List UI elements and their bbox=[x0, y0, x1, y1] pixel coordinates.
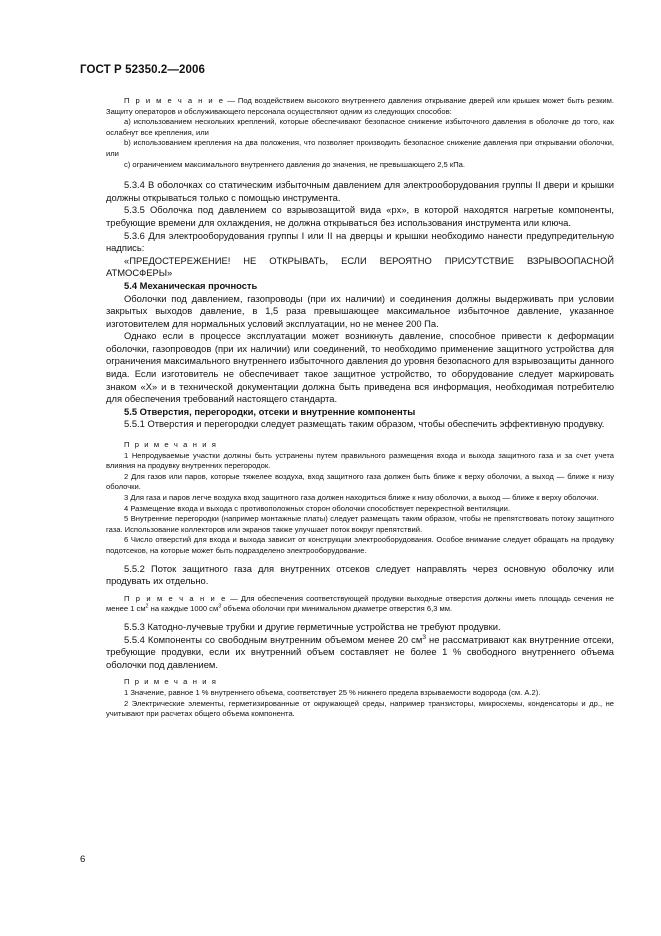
note-list-item: 1 Значение, равное 1 % внутреннего объема, соответствует 25 % нижнего предела взрываемости водорода (см. А.2). bbox=[124, 687, 541, 697]
document-header: ГОСТ Р 52350.2—2006 bbox=[80, 64, 205, 76]
clause-5-5-3: 5.5.3 Катодно-лучевые трубки и другие герметичные устройства не требуют продувки. bbox=[124, 620, 501, 632]
note-item-c: c) ограничением максимального внутреннего давления до значения, не превышающего 2,5 кПа. bbox=[124, 159, 466, 169]
clause-5-3-6: 5.3.6 Для электрооборудования группы I или II на дверцы и крышки необходимо нанести предупредительную надпись: bbox=[106, 229, 614, 254]
note-pressure bbox=[106, 96, 614, 117]
note-item-b: b) использованием крепления на два положения, что позволяет производить безопасное снижение давления при открывании оболочки, или bbox=[106, 138, 614, 158]
note-list-item: 1 Непродуваемые участки должны быть устранены путем правильного размещения входа и выхода защитного газа и за счет учета влияния на продувку внутренних перегородок. bbox=[106, 450, 614, 471]
notes-label: П р и м е ч а н и я bbox=[124, 677, 218, 687]
note-ventilation bbox=[106, 594, 614, 615]
clause-text: 5.5.4 Компоненты со свободным внутренним объемом менее 20 см bbox=[124, 633, 423, 645]
note-text: на каждые 1000 см bbox=[148, 604, 219, 614]
clause-5-5-4 bbox=[106, 634, 614, 672]
page-number: 6 bbox=[80, 854, 86, 865]
clause-5-4-para-2: Однако если в процессе эксплуатации может возникнуть давление, способное привести к деформации оболочки, газопроводов (при их наличии) или соединений, то необходимо применение защитного устройства для ограничения максимального внутреннего избыточного давления до уровня безопасного для взрывозащиты данного вида. Если изготовитель не обеспечивает такое защитное устройство, то оборудование следует маркировать знаком «X» и в технической документации должна быть приведена вся информация, необходимая потребителю для обеспечения требований настоящего стандарта. bbox=[106, 330, 614, 405]
note-text: — Для обеспечения соответствующей продувки выходные отверстия должны иметь площадь сечения не менее 1 см bbox=[106, 593, 614, 614]
note-list-item: 4 Размещение входа и выхода с противоположных сторон оболочки способствует перекрестной вентиляции. bbox=[124, 503, 511, 513]
clause-5-3-5: 5.3.5 Оболочка под давлением со взрывозащитой вида «px», в которой находятся нагретые компоненты, требующие времени для охлаждения, не должна открываться без использования инструмента или ключа. bbox=[106, 204, 614, 228]
note-item-a: a) использованием нескольких креплений, которые обеспечивают безопасное снижение избыточного давления в оболочке до того, как ослабнут все крепления, или bbox=[106, 117, 614, 137]
clause-5-3-4: 5.3.4 В оболочках со статическим избыточным давлением для электрооборудования группы II двери и крышки должны открываться только с помощью инструмента. bbox=[106, 179, 614, 203]
note-list-item: 5 Внутренние перегородки (например монтажные платы) следует размещать таким образом, чтобы не препятствовать потоку защитного газа. Использование коллекторов или экранов также улучшает поток вокруг препятствий. bbox=[106, 514, 614, 534]
notes-label: П р и м е ч а н и я bbox=[124, 440, 218, 450]
clause-5-5-2: 5.5.2 Поток защитного газа для внутренних отсеков следует направлять через основную оболочку или продувать их отдельно. bbox=[106, 562, 614, 587]
note-list-item: 2 Электрические элементы, герметизированные от окружающей среды, например транзисторы, микросхемы, конденсаторы и др., не учитывают при расчетах общего объема компонента. bbox=[106, 698, 614, 719]
section-heading-5-5: 5.5 Отверстия, перегородки, отсеки и внутренние компоненты bbox=[124, 405, 416, 417]
superscript: 3 bbox=[422, 633, 426, 641]
note-label: П р и м е ч а н и е bbox=[124, 96, 225, 105]
note-label: П р и м е ч а н и е bbox=[124, 593, 227, 603]
note-text: объема оболочки при минимальном диаметре отверстия 6,3 мм. bbox=[221, 604, 453, 614]
clause-text: не рассматривают как внутренние отсеки, требующие продувки, если их внутренний объем составляет не более 1 % свободного внутреннего объема оболочки под давлением. bbox=[106, 633, 614, 670]
clause-5-4-para-1: Оболочки под давлением, газопроводы (при их наличии) и соединения должны выдерживать при условии закрытых выходов давление, в 1,5 раза превышающее максимальное избыточное давление, указанное изготовителем для нормальных условий эксплуатации, но не менее 200 Па. bbox=[106, 292, 614, 329]
note-text: — Под воздействием высокого внутреннего давления открывание дверей или крышек может быть резким. Защиту операторов и обслуживающего персонала осуществляют одним из следующих способов: bbox=[106, 96, 614, 116]
note-list-item: 3 Для газа и паров легче воздуха вход защитного газа должен находиться ближе к низу оболочки, а выход — ближе к верху оболочки. bbox=[124, 493, 599, 502]
clause-5-5-1: 5.5.1 Отверстия и перегородки следует размещать таким образом, чтобы обеспечить эффективную продувку. bbox=[124, 418, 605, 430]
superscript: 2 bbox=[145, 603, 149, 610]
note-list-item: 2 Для газов или паров, которые тяжелее воздуха, вход защитного газа должен быть ближе к верху оболочки, а выход — ближе к низу оболочки. bbox=[106, 471, 614, 492]
warning-inscription: «ПРЕДОСТЕРЕЖЕНИЕ! НЕ ОТКРЫВАТЬ, ЕСЛИ ВЕРОЯТНО ПРИСУТСТВИЕ ВЗРЫВООПАСНОЙ АТМОСФЕРЫ» bbox=[106, 254, 614, 279]
document-body bbox=[106, 96, 614, 720]
superscript: 3 bbox=[218, 603, 222, 610]
note-list-item: 6 Число отверстий для входа и выхода зависит от конструкции электрооборудования. Особое внимание следует обращать на продувку подотсеков, на которые может быть подразделено электрооборудование. bbox=[106, 535, 614, 555]
section-heading-5-4: 5.4 Механическая прочность bbox=[124, 279, 258, 291]
